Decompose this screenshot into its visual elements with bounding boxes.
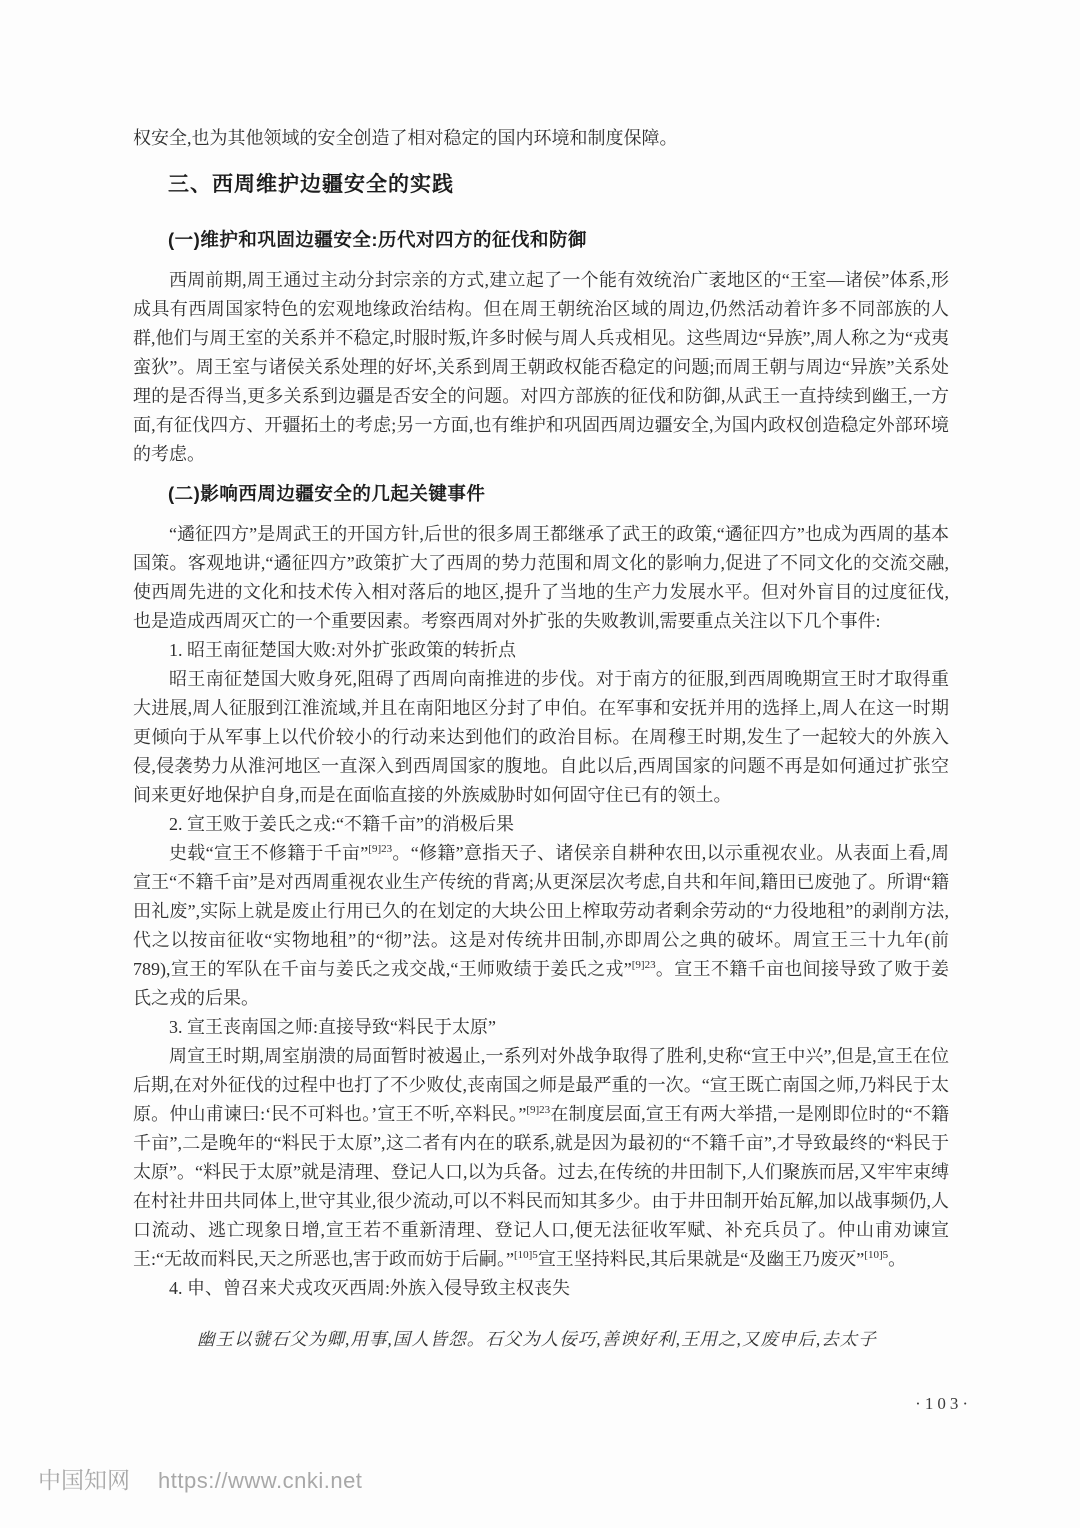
subsection-1-heading: (一)维护和巩固边疆安全:历代对四方的征伐和防御 (168, 229, 587, 250)
section-heading: 三、西周维护边疆安全的实践 (168, 173, 454, 196)
item-1-paragraph: 昭王南征楚国大败身死,阻碍了西周向南推进的步伐。对于南方的征服,到西周晚期宣王时才取得重大进展,周人征服到江淮流域,并且在南阳地区分封了申伯。在军事和安抚并用的选择上,周人在这一时期更倾向于从军事上以代价较小的行动来达到他们的政治目标。在周穆王时期,发生了一起较大的外族入侵,侵袭势力从淮河地区一直深入到西周国家的腹地。自此以后,西周国家的问题不再是如何通过扩张空间来更好地保护自身,而是在面临直接的外族威胁时如何固守住已有的领土。 (133, 669, 949, 805)
cnki-url-link[interactable]: https://www.cnki.net (158, 1468, 363, 1493)
item-3-paragraph: 周宣王时期,周室崩溃的局面暂时被遏止,一系列对外战争取得了胜利,史称“宣王中兴”,但是,宣王在位后期,在对外征伐的过程中也打了不少败仗,丧南国之师是最严重的一次。“宣王既亡南国之师,乃料民于太原。仲山甫谏曰:‘民不可料也。’宣王不听,卒料民。”$^{[9]23}$在制度层面,宣王有两大举措,一是刚即位时的“不籍千亩”,二是晚年的“料民于太原”,这二者有内在的联系,就是因为最初的“不籍千亩”,才导致最终的“料民于太原”。“料民于太原”就是清理、登记人口,以为兵备。过去,在传统的井田制下,人们聚族而居,又牢牢束缚在村社井田共同体上,世守其业,很少流动,可以不料民而知其多少。由于井田制开始瓦解,加以战事频仍,人口流动、逃亡现象日增,宣王若不重新清理、登记人口,便无法征收军赋、补充兵员了。仲山甫劝谏宣王:“无故而料民,天之所恶也,害于政而妨于后嗣。”$^{[10]5}$宣王坚持料民,其后果就是“及幽王乃废灭”$^{[10]5}$。 (133, 1046, 949, 1269)
item-1-heading: 1. 昭王南征楚国大败:对外扩张政策的转折点 (169, 640, 516, 660)
intro-continuation-line: 权安全,也为其他领域的安全创造了相对稳定的国内环境和制度保障。 (133, 128, 678, 148)
item-2-paragraph: 史载“宣王不修籍于千亩”$^{[9]23}$。“修籍”意指天子、诸侯亲自耕种农田,以示重视农业。从表面上看,周宣王“不籍千亩”是对西周重视农业生产传统的背离;从更深层次考虑,自共和年间,籍田已废弛了。所谓“籍田礼废”,实际上就是废止行用已久的在划定的大块公田上榨取劳动者剩余劳动的“力役地租”的剥削方法,代之以按亩征收“实物地租”的“彻”法。这是对传统井田制,亦即周公之典的破坏。周宣王三十九年(前789),宣王的军队在千亩与姜氏之戎交战,“王师败绩于姜氏之戎”$^{[9]23}$。宣王不籍千亩也间接导致了败于姜氏之戎的后果。 (133, 843, 949, 1008)
cnki-footer (38, 1462, 362, 1495)
cnki-brand-label: 中国知网 (38, 1467, 130, 1493)
page-number: ·103· (915, 1394, 972, 1413)
page-content (133, 0, 949, 1353)
item-3-heading: 3. 宣王丧南国之师:直接导致“料民于太原” (169, 1017, 496, 1037)
item-2-heading: 2. 宣王败于姜氏之戎:“不籍千亩”的消极后果 (169, 814, 514, 834)
block-quote: 幽王以虢石父为卿,用事,国人皆怨。石父为人佞巧,善谀好利,王用之,又废申后,去太子 (197, 1329, 877, 1349)
paragraph-1: 西周前期,周王通过主动分封宗亲的方式,建立起了一个能有效统治广袤地区的“王室—诸侯”体系,形成具有西周国家特色的宏观地缘政治结构。但在周王朝统治区域的周边,仍然活动着许多不同部族的人群,他们与周王室的关系并不稳定,时服时叛,许多时候与周人兵戎相见。这些周边“异族”,周人称之为“戎夷蛮狄”。周王室与诸侯关系处理的好坏,关系到周王朝政权能否稳定的问题;而周王朝与周边“异族”关系处理的是否得当,更多关系到边疆是否安全的问题。对四方部族的征伐和防御,从武王一直持续到幽王,一方面,有征伐四方、开疆拓土的考虑;另一方面,也有维护和巩固西周边疆安全,为国内政权创造稳定外部环境的考虑。 (133, 270, 949, 464)
item-4-heading: 4. 申、曾召来犬戎攻灭西周:外族入侵导致主权丧失 (169, 1278, 570, 1298)
paragraph-2: “遹征四方”是周武王的开国方针,后世的很多周王都继承了武王的政策,“遹征四方”也成为西周的基本国策。客观地讲,“遹征四方”政策扩大了西周的势力范围和周文化的影响力,促进了不同文化的交流交融,使西周先进的文化和技术传入相对落后的地区,提升了当地的生产力发展水平。但对外盲目的过度征伐,也是造成西周灭亡的一个重要因素。考察西周对外扩张的失败教训,需要重点关注以下几个事件: (133, 524, 949, 631)
subsection-2-heading: (二)影响西周边疆安全的几起关键事件 (168, 483, 486, 504)
